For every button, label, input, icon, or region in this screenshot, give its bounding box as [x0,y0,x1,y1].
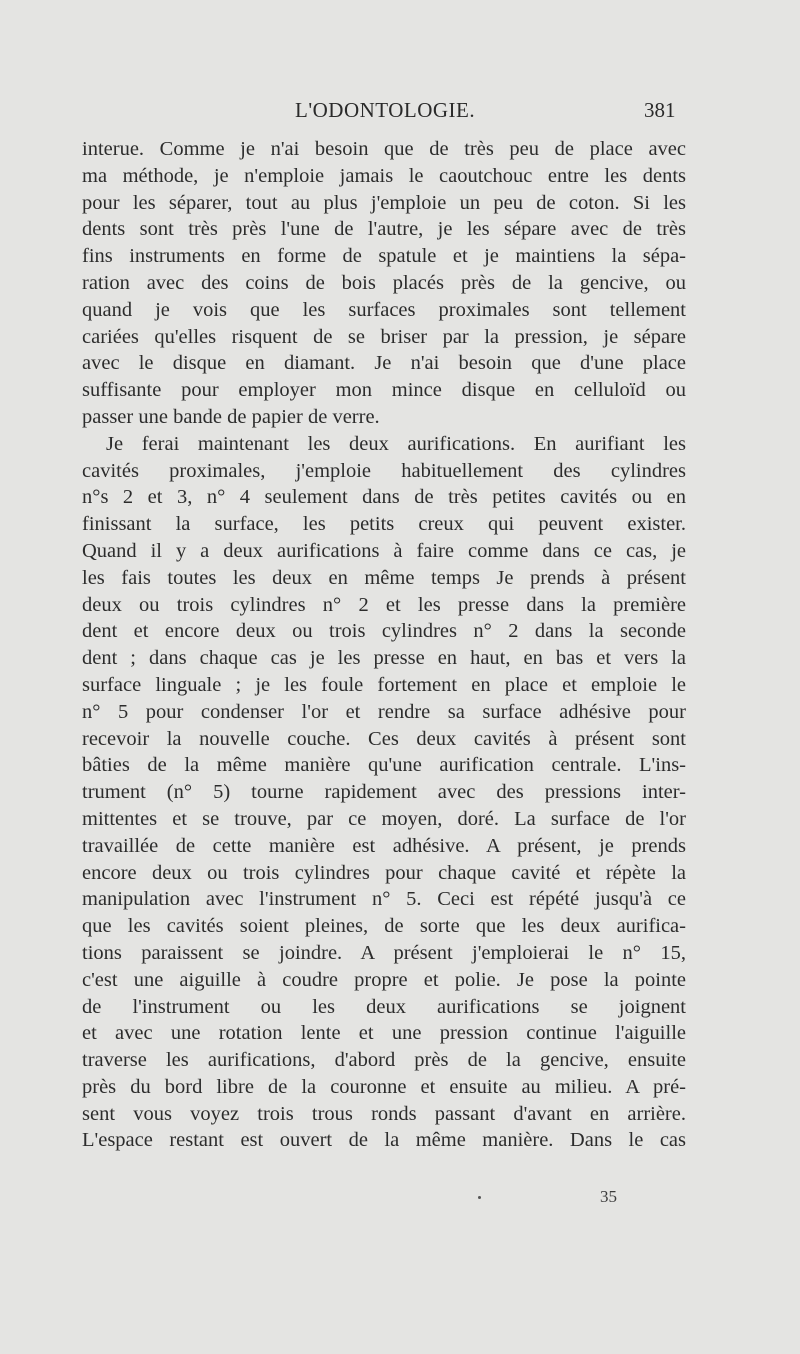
text-line: c'est une aiguille à coudre propre et polie. Je pose la pointe [82,968,686,991]
text-line: tions paraissent se joindre. A présent j'emploierai le n° 15, [82,941,686,964]
text-line: traverse les aurifications, d'abord près de la gencive, ensuite [82,1049,686,1072]
text-line: pour les séparer, tout au plus j'emploie un peu de coton. Si les [82,191,686,214]
signature-mark: 35 [600,1187,617,1206]
text-line: près du bord libre de la couronne et ensuite au milieu. A pré- [82,1075,686,1098]
text-line: ma méthode, je n'emploie jamais le caoutchouc entre les dents [82,164,686,187]
text-line: cavités proximales, j'emploie habituellement des cylindres [82,459,686,482]
text-line: Quand il y a deux aurifications à faire comme dans ce cas, je [82,539,686,562]
text-line: trument (n° 5) tourne rapidement avec des pressions inter- [82,781,686,804]
text-line: les fais toutes les deux en même temps Je prends à présent [82,566,686,589]
text-line: de l'instrument ou les deux aurifications se joignent [82,995,686,1018]
text-line: ration avec des coins de bois placés près de la gencive, ou [82,271,686,294]
text-line: finissant la surface, les petits creux qui peuvent exister. [82,513,686,536]
text-line: mittentes et se trouve, par ce moyen, doré. La surface de l'or [82,807,686,830]
text-line: cariées qu'elles risquent de se briser par la pression, je sépare [82,325,686,348]
page-number: 381 [644,98,676,122]
text-line: avec le disque en diamant. Je n'ai besoin que d'une place [82,352,686,375]
text-line: suffisante pour employer mon mince disque en celluloïd ou [82,379,686,402]
text-line: dent ; dans chaque cas je les presse en haut, en bas et vers la [82,647,686,670]
text-line: travaillée de cette manière est adhésive. A présent, je prends [82,834,686,857]
text-line: L'espace restant est ouvert de la même manière. Dans le cas [82,1129,686,1152]
ink-speck [478,1196,481,1199]
text-line: recevoir la nouvelle couche. Ces deux cavités à présent sont [82,727,686,750]
paragraph-start-line: Je ferai maintenant les deux aurifications. En aurifiant les [106,432,686,455]
text-line: deux ou trois cylindres n° 2 et les presse dans la première [82,593,686,616]
text-line: passer une bande de papier de verre. [82,405,380,428]
text-line: et avec une rotation lente et une pression continue l'aiguille [82,1022,686,1045]
text-line: n°s 2 et 3, n° 4 seulement dans de très petites cavités ou en [82,486,686,509]
text-line: interue. Comme je n'ai besoin que de très peu de place avec [82,138,686,160]
text-line: fins instruments en forme de spatule et je maintiens la sépa- [82,245,686,268]
text-line: n° 5 pour condenser l'or et rendre sa surface adhésive pour [82,700,686,723]
text-line: que les cavités soient pleines, de sorte que les deux aurifica- [82,915,686,938]
text-line: sent vous voyez trois trous ronds passant d'avant en arrière. [82,1102,686,1125]
text-line: bâties de la même manière qu'une aurification centrale. L'ins- [82,754,686,777]
text-line: manipulation avec l'instrument n° 5. Ceci est répété jusqu'à ce [82,888,686,911]
text-line: dent et encore deux ou trois cylindres n° 2 dans la seconde [82,620,686,643]
text-line: dents sont très près l'une de l'autre, je les sépare avec de très [82,218,686,241]
body-text [82,136,686,1154]
text-line: surface linguale ; je les foule fortement en place et emploie le [82,673,686,696]
running-title: L'ODONTOLOGIE. [295,98,476,122]
text-line: encore deux ou trois cylindres pour chaque cavité et répète la [82,861,686,884]
text-line: quand je vois que les surfaces proximales sont tellement [82,298,686,321]
